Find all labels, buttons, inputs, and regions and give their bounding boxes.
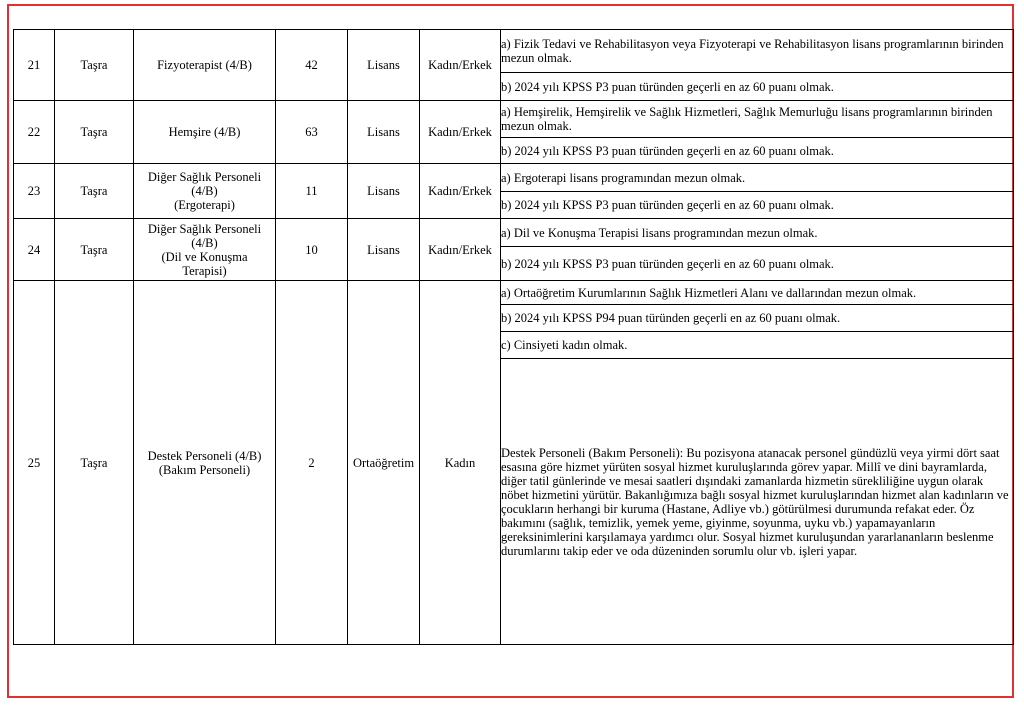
location-cell: Taşra [55,219,134,281]
location-cell: Taşra [55,164,134,219]
requirement-text: b) 2024 yılı KPSS P3 puan türünden geçerli en az 60 puanı olmak. [501,192,1014,219]
education-cell: Lisans [348,101,420,164]
gender-cell: Kadın/Erkek [420,30,501,101]
requirement-text: b) 2024 yılı KPSS P94 puan türünden geçerli en az 60 puanı olmak. [501,305,1014,332]
row-number: 21 [14,30,55,101]
table-row [14,30,1014,73]
location-cell: Taşra [55,30,134,101]
table-row [14,281,1014,305]
quota-cell: 10 [276,219,348,281]
education-cell: Lisans [348,30,420,101]
location-cell: Taşra [55,101,134,164]
position-title: Diğer Sağlık Personeli (4/B) (Ergoterapi) [134,164,276,219]
row-number: 22 [14,101,55,164]
table-row [14,101,1014,138]
quota-cell: 11 [276,164,348,219]
position-title: Hemşire (4/B) [134,101,276,164]
requirement-text: a) Ergoterapi lisans programından mezun olmak. [501,164,1014,192]
gender-cell: Kadın/Erkek [420,101,501,164]
position-description: Destek Personeli (Bakım Personeli): Bu pozisyona atanacak personel gündüzlü veya yirmi dört saat esasına göre hizmet yürüten sosyal hizmet kuruluşlarında görev yapar. Millî ve dini bayramlarda, diğer tatil günlerinde ve mesai saatleri dışındaki zamanlarda hizmetin sürekliliğine uygun olarak nöbet hizmetini yürütür. Bakanlığımıza bağlı sosyal hizmet kuruluşlarından hizmet alan kadınların ve çocukların herhangi bir kuruma (Hastane, Adliye vb.) götürülmesi durumunda refakat eder. Öz bakımını (sağlık, temizlik, yemek yeme, giyinme, soyunma, uyku vb.) yapamayanların gereksinimlerini karşılamaya yardımcı olur. Sosyal hizmet kuruluşundan yararlananların beslenme durumlarını takip eder ve oda düzeninden sorumlu olur vb. işleri yapar. [501,359,1014,645]
table-row [14,219,1014,247]
row-number: 24 [14,219,55,281]
gender-cell: Kadın/Erkek [420,164,501,219]
requirement-text: c) Cinsiyeti kadın olmak. [501,332,1014,359]
requirement-text: a) Ortaöğretim Kurumlarının Sağlık Hizmetleri Alanı ve dallarından mezun olmak. [501,281,1014,305]
requirement-text: b) 2024 yılı KPSS P3 puan türünden geçerli en az 60 puanı olmak. [501,73,1014,101]
position-title: Fizyoterapist (4/B) [134,30,276,101]
requirement-text: a) Hemşirelik, Hemşirelik ve Sağlık Hizmetleri, Sağlık Memurluğu lisans programlarının birinden mezun olmak. [501,101,1014,138]
gender-cell: Kadın/Erkek [420,219,501,281]
requirement-text: a) Fizik Tedavi ve Rehabilitasyon veya Fizyoterapi ve Rehabilitasyon lisans programlarının birinden mezun olmak. [501,30,1014,73]
row-number: 23 [14,164,55,219]
education-cell: Lisans [348,164,420,219]
table-row [14,164,1014,192]
quota-cell: 63 [276,101,348,164]
education-cell: Ortaöğretim [348,281,420,645]
quota-cell: 2 [276,281,348,645]
location-cell: Taşra [55,281,134,645]
gender-cell: Kadın [420,281,501,645]
position-title: Destek Personeli (4/B) (Bakım Personeli) [134,281,276,645]
positions-table [13,29,1014,645]
requirement-text: a) Dil ve Konuşma Terapisi lisans programından mezun olmak. [501,219,1014,247]
requirement-text: b) 2024 yılı KPSS P3 puan türünden geçerli en az 60 puanı olmak. [501,138,1014,164]
requirement-text: b) 2024 yılı KPSS P3 puan türünden geçerli en az 60 puanı olmak. [501,247,1014,281]
row-number: 25 [14,281,55,645]
education-cell: Lisans [348,219,420,281]
position-title: Diğer Sağlık Personeli (4/B) (Dil ve Konuşma Terapisi) [134,219,276,281]
quota-cell: 42 [276,30,348,101]
